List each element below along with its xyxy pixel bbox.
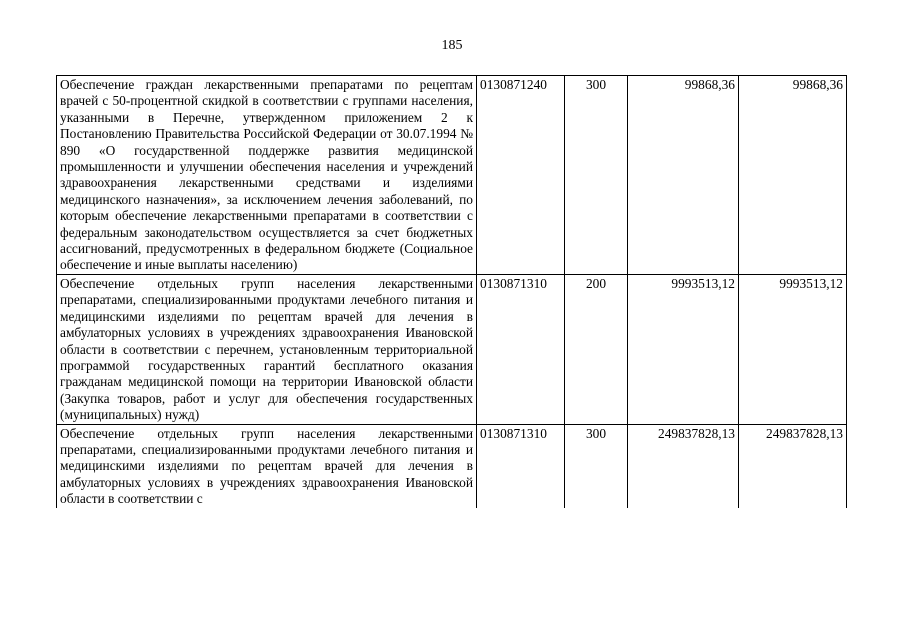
page-bottom-margin xyxy=(0,578,904,639)
row-code-cell: 0130871240 xyxy=(477,76,565,275)
row-amount-2-cell: 99868,36 xyxy=(739,76,847,275)
row-expense-type-cell: 200 xyxy=(565,274,628,424)
row-amount-2-cell: 249837828,13 xyxy=(739,424,847,508)
row-amount-1-cell: 9993513,12 xyxy=(628,274,739,424)
table-row xyxy=(57,76,847,275)
row-code-cell: 0130871310 xyxy=(477,274,565,424)
row-amount-1-cell: 249837828,13 xyxy=(628,424,739,508)
row-expense-type-cell: 300 xyxy=(565,424,628,508)
row-expense-type-cell: 300 xyxy=(565,76,628,275)
row-name-cell: Обеспечение отдельных групп населения лекарственными препаратами, специализированными продуктами лечебного питания и медицинскими изделиями по рецептам врачей для лечения в амбулаторных условиях в учреждениях здравоохранения Ивановской области в соответствии с перечнем, установленным территориальной программой государственных гарантий бесплатного оказания гражданам медицинской помощи на территории Ивановской области (Закупка товаров, работ и услуг для обеспечения государственных (муниципальных) нужд) xyxy=(57,274,477,424)
row-name-cell: Обеспечение граждан лекарственными препаратами по рецептам врачей с 50-процентной скидкой в соответствии с группами населения, указанными в Перечне, утвержденном приложением 2 к Постановлению Правительства Российской Федерации от 30.07.1994 № 890 «О государственной поддержке развития медицинской промышленности и улучшении обеспечения населения и учреждений здравоохранения лекарственными средствами и изделиями медицинского назначения», за исключением лечения заболеваний, по которым обеспечение лекарственными препаратами в соответствии с федеральным законодательством осуществляется за счет бюджетных ассигнований, предусмотренных в федеральном бюджете (Социальное обеспечение и иные выплаты населению) xyxy=(57,76,477,275)
row-code-cell: 0130871310 xyxy=(477,424,565,508)
budget-table xyxy=(56,75,847,508)
row-amount-2-cell: 9993513,12 xyxy=(739,274,847,424)
page-number: 185 xyxy=(441,38,463,53)
row-name-cell: Обеспечение отдельных групп населения лекарственными препаратами, специализированными продуктами лечебного питания и медицинскими изделиями по рецептам врачей для лечения в амбулаторных условиях в учреждениях здравоохранения Ивановской области в соответствии с xyxy=(57,424,477,508)
table-row xyxy=(57,274,847,424)
table-row xyxy=(57,424,847,508)
row-amount-1-cell: 99868,36 xyxy=(628,76,739,275)
